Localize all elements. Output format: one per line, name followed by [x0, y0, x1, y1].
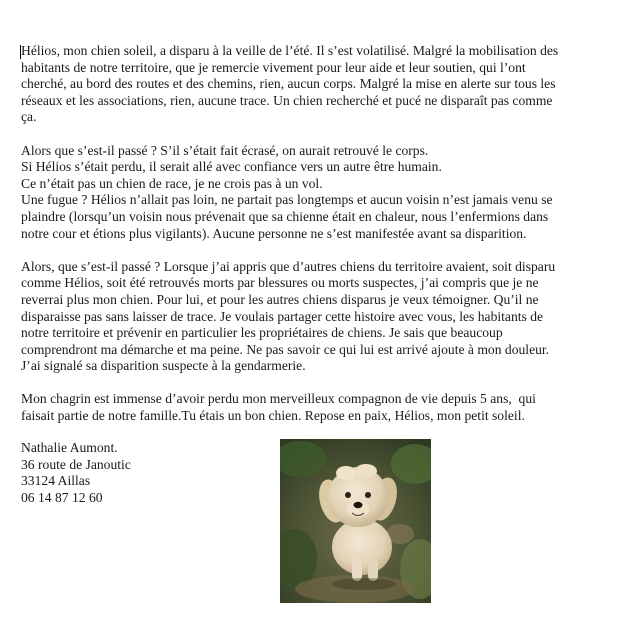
signature-name: Nathalie Aumont.	[21, 440, 118, 455]
signature-street: 36 route de Janoutic	[21, 456, 131, 472]
text-line: réseaux et les associations, rien, aucune trace. Un chien recherché et pucé ne disparaît pas comme	[21, 92, 553, 108]
paragraph-4	[21, 391, 593, 424]
signature-city: 33124 Aillas	[21, 473, 91, 489]
dog-photo	[280, 439, 431, 603]
text-line: J’ai signalé sa disparition suspecte à la gendarmerie.	[21, 358, 306, 374]
paragraph-1	[21, 43, 593, 126]
text-line: Si Hélios s’était perdu, il serait allé avec confiance vers un autre être humain.	[21, 159, 442, 175]
text-line: Alors que s’est-il passé ? S’il s’était fait écrasé, on aurait retrouvé le corps.	[21, 142, 429, 158]
text-line: plaindre (lorsqu’un voisin nous prévenait que sa chienne était en chaleur, nous l’enfermions dans	[21, 208, 549, 224]
text-line: faisait partie de notre famille.Tu étais un bon chien. Repose en paix, Hélios, mon petit soleil.	[21, 408, 525, 424]
text-line: Alors, que s’est-il passé ? Lorsque j’ai appris que d’autres chiens du territoire avaient, soit disparu	[21, 258, 556, 274]
text-line: comme Hélios, soit été retrouvés morts par blessures ou morts suspectes, j’ai compris que je ne	[21, 275, 539, 291]
paragraph-3	[21, 259, 593, 375]
text-line: reverrai plus mon chien. Pour lui, et pour les autres chiens disparus je veux témoigner. Qu’il ne	[21, 291, 539, 307]
text-line: Mon chagrin est immense d’avoir perdu mon merveilleux compagnon de vie depuis 5 ans, qui	[21, 391, 536, 407]
text-line: notre cour et étions plus vigilants). Aucune personne ne s’est manifestée avant sa disparition.	[21, 225, 527, 241]
text-line: Hélios, mon chien soleil, a disparu à la veille de l’été. Il s’est volatilisé. Malgré la mobilisation des	[21, 43, 559, 58]
text-line: Une fugue ? Hélios n’allait pas loin, ne partait pas longtemps et aucun voisin n’est jamais venu se	[21, 192, 553, 208]
text-line: Ce n’était pas un chien de race, je ne crois pas à un vol.	[21, 175, 323, 191]
signature-block	[21, 440, 131, 506]
text-line: cherché, au bord des routes et des chemins, rien, aucun corps. Malgré la mise en alerte sur tous les	[21, 76, 556, 92]
paragraph-2	[21, 143, 593, 243]
text-line: disparaisse pas sans laisser de trace. Je voulais partager cette histoire avec vous, les habitants de	[21, 308, 544, 324]
text-line: notre territoire et prévenir en particulier les propriétaires de chiens. Je sais que beaucoup	[21, 325, 503, 341]
dog-photo-icon	[280, 439, 431, 603]
text-line: comprendront ma démarche et ma peine. Ne pas savoir ce qui lui est arrivé ajoute à mon douleur.	[21, 341, 550, 357]
text-line: ça.	[21, 109, 37, 125]
signature-phone: 06 14 87 12 60	[21, 489, 103, 505]
text-line: habitants de notre territoire, que je remercie vivement pour leur aide et leur soutien, qui l’ont	[21, 59, 526, 75]
letter-body	[21, 43, 593, 441]
